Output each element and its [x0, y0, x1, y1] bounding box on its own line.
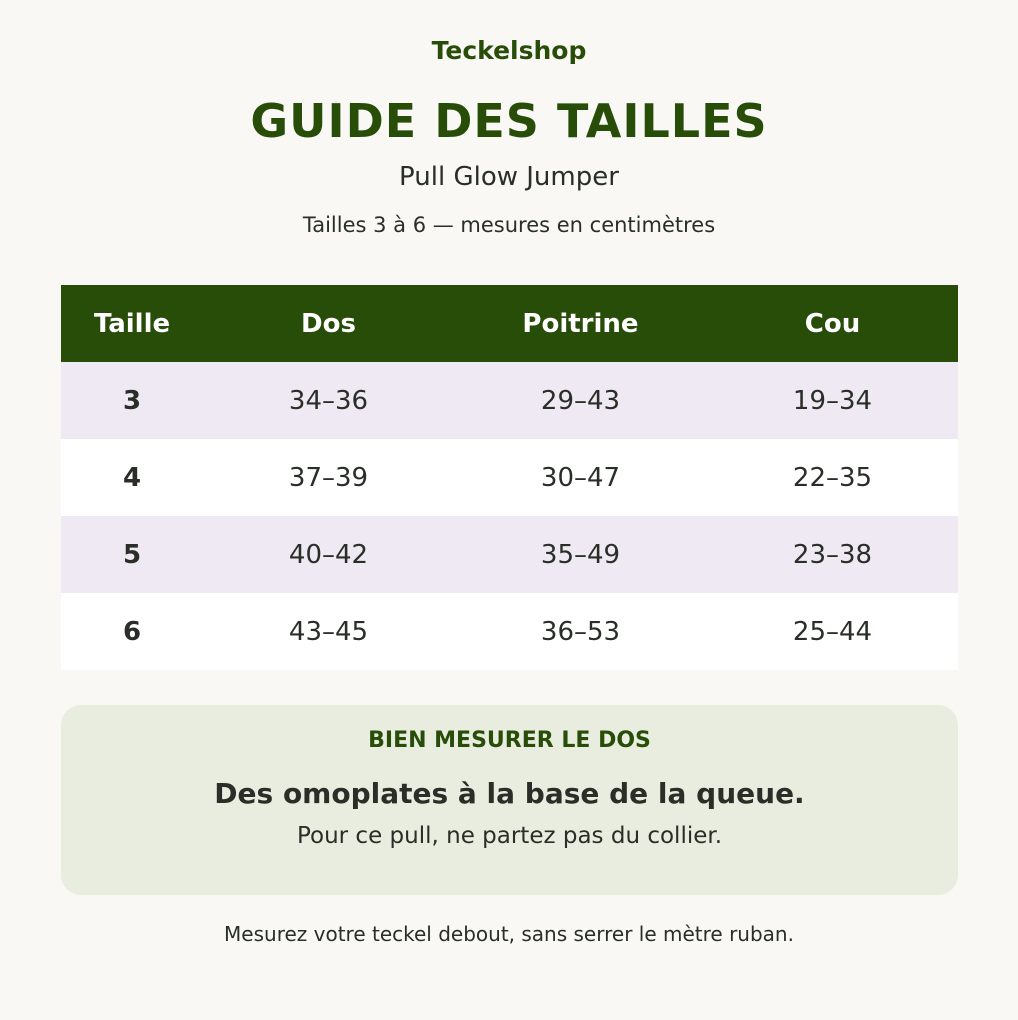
size-table: [61, 285, 958, 670]
table-row: [61, 516, 958, 593]
table-header-row: [61, 285, 958, 362]
column-header-cou: Cou: [707, 285, 958, 362]
dos-cell: 37–39: [203, 439, 454, 516]
size-cell: 5: [61, 516, 203, 593]
table-row: [61, 439, 958, 516]
size-cell: 4: [61, 439, 203, 516]
tip-heading: BIEN MESURER LE DOS: [368, 728, 651, 753]
size-cell: 3: [61, 362, 203, 439]
poitrine-cell: 30–47: [454, 439, 707, 516]
page-title: GUIDE DES TAILLES: [250, 94, 768, 148]
tip-sub-text: Pour ce pull, ne partez pas du collier.: [296, 823, 723, 849]
column-header-taille: Taille: [61, 285, 203, 362]
footnote: Mesurez votre teckel debout, sans serrer le mètre ruban.: [224, 922, 794, 946]
dos-cell: 34–36: [203, 362, 454, 439]
poitrine-cell: 35–49: [454, 516, 707, 593]
cou-cell: 19–34: [707, 362, 958, 439]
poitrine-cell: 36–53: [454, 593, 707, 670]
dos-cell: 43–45: [203, 593, 454, 670]
cou-cell: 22–35: [707, 439, 958, 516]
tip-main-text: Des omoplates à la base de la queue.: [214, 777, 805, 810]
column-header-poitrine: Poitrine: [454, 285, 707, 362]
product-name: Pull Glow Jumper: [399, 162, 619, 192]
dos-cell: 40–42: [203, 516, 454, 593]
table-row: [61, 362, 958, 439]
brand-name: Teckelshop: [431, 36, 587, 65]
cou-cell: 23–38: [707, 516, 958, 593]
measuring-tip-box: [61, 705, 958, 895]
column-header-dos: Dos: [203, 285, 454, 362]
size-cell: 6: [61, 593, 203, 670]
cou-cell: 25–44: [707, 593, 958, 670]
table-row: [61, 593, 958, 670]
page-subtitle: Tailles 3 à 6 — mesures en centimètres: [302, 213, 716, 237]
poitrine-cell: 29–43: [454, 362, 707, 439]
